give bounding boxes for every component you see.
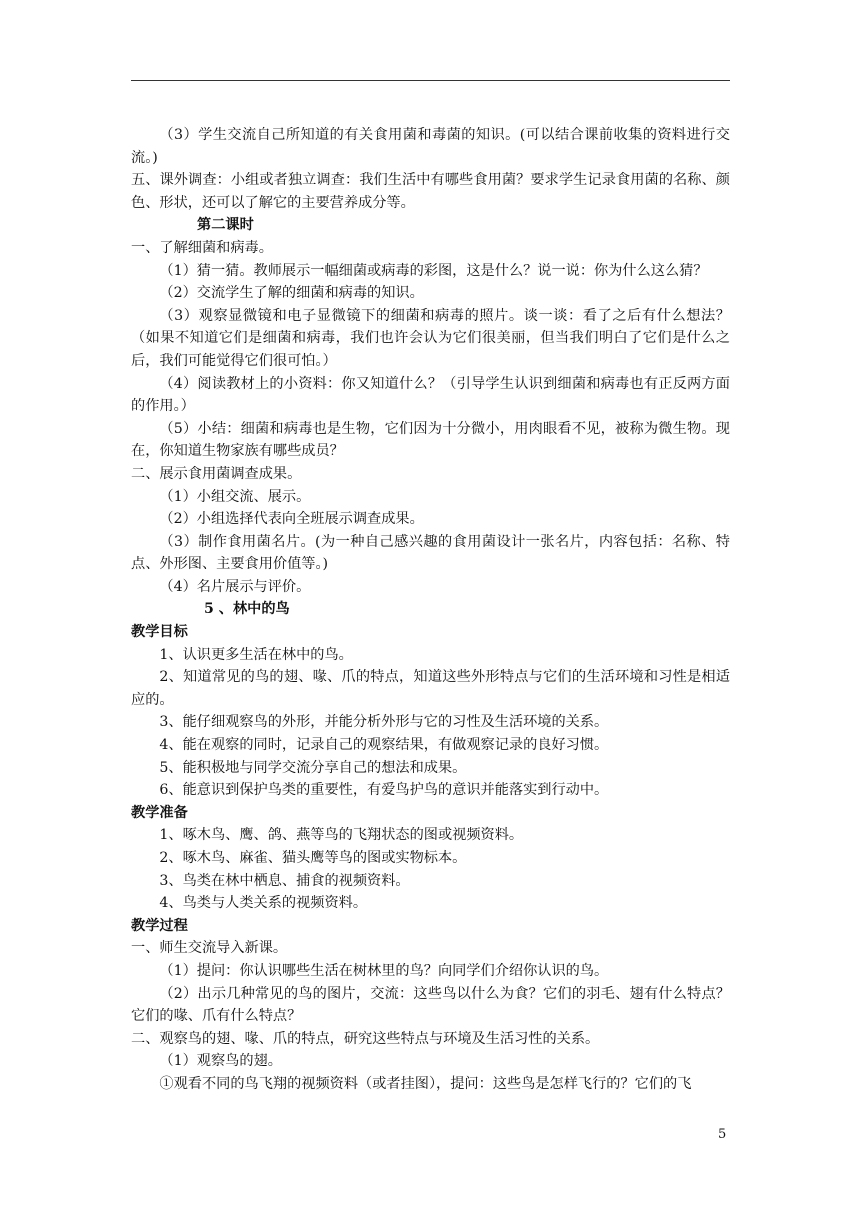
paragraph: 3、能仔细观察鸟的外形，并能分析外形与它的习性及生活环境的关系。 [159,714,609,731]
paragraph: 5 、林中的鸟 [204,601,290,618]
paragraph: （2）交流学生了解的细菌和病毒的知识。 [159,285,424,302]
paragraph: 4、鸟类与人类关系的视频资料。 [159,895,368,912]
paragraph: （3）观察显微镜和电子显微镜下的细菌和病毒的照片。谈一谈：看了之后有什么想法？（如果不知道它们是细菌和病毒，我们也许会认为它们很美丽，但当我们明白了它们是什么之后，我们可能觉得它们很可怕。） [131,307,730,369]
document-body [131,124,730,1096]
paragraph: 3、鸟类在林中栖息、捕食的视频资料。 [159,872,410,889]
paragraph: （5）小结：细菌和病毒也是生物，它们因为十分微小，用肉眼看不见，被称为微生物。现在，你知道生物家族有哪些成员？ [131,420,730,460]
paragraph: 二、观察鸟的翅、喙、爪的特点，研究这些特点与环境及生活习性的关系。 [131,1030,600,1047]
page-number: 5 [718,1127,727,1142]
paragraph: 二、展示食用菌调查成果。 [131,465,302,482]
paragraph: （1）猜一猜。教师展示一幅细菌或病毒的彩图，这是什么？说一说：你为什么这么猜？ [159,262,708,279]
paragraph: 教学过程 [131,917,188,934]
paragraph: （2）出示几种常见的鸟的图片，交流：这些鸟以什么为食？它们的羽毛、翅有什么特点？它们的喙、爪有什么特点？ [131,985,730,1025]
paragraph: （4）名片展示与评价。 [159,578,311,595]
paragraph: （4）阅读教材上的小资料：你又知道什么？（引导学生认识到细菌和病毒也有正反两方面的作用。） [131,375,730,415]
paragraph: 第二课时 [197,217,254,234]
paragraph: 一、师生交流导入新课。 [131,940,288,957]
paragraph: （1）小组交流、展示。 [159,488,311,505]
paragraph: 2、知道常见的鸟的翅、喙、爪的特点，知道这些外形特点与它们的生活环境和习性是相适应的。 [131,669,730,708]
paragraph: （3）学生交流自己所知道的有关食用菌和毒菌的知识。(可以结合课前收集的资料进行交流。) [131,127,730,166]
paragraph: 一、了解细菌和病毒。 [131,239,273,256]
paragraph: 教学准备 [131,804,188,821]
paragraph: 1、认识更多生活在林中的鸟。 [159,646,353,663]
paragraph: 教学目标 [131,624,188,641]
paragraph: 五、课外调查：小组或者独立调查：我们生活中有哪些食用菌？要求学生记录食用菌的名称、颜色、形状，还可以了解它的主要营养成分等。 [131,172,730,211]
paragraph: 2、啄木鸟、麻雀、猫头鹰等鸟的图或实物标本。 [159,850,467,866]
paragraph: 4、能在观察的同时，记录自己的观察结果，有做观察记录的良好习惯。 [159,737,609,754]
paragraph: （1）观察鸟的翅。 [159,1053,282,1070]
paragraph: （1）提问：你认识哪些生活在树林里的鸟？向同学们介绍你认识的鸟。 [159,962,609,979]
paragraph: 5、能积极地与同学交流分享自己的想法和成果。 [159,759,467,776]
paragraph: （3）制作食用菌名片。(为一种自己感兴趣的食用菌设计一张名片，内容包括：名称、特点、外形图、主要食用价值等。) [131,533,730,573]
paragraph: 6、能意识到保护鸟类的重要性，有爱鸟护鸟的意识并能落实到行动中。 [159,782,609,799]
paragraph: ①观看不同的鸟飞翔的视频资料（或者挂图），提问：这些鸟是怎样飞行的？它们的飞 [159,1075,692,1092]
paragraph: 1、啄木鸟、鹰、鸽、燕等鸟的飞翔状态的图或视频资料。 [159,827,524,844]
paragraph: （2）小组选择代表向全班展示调查成果。 [159,511,424,528]
header-rule [131,80,730,81]
